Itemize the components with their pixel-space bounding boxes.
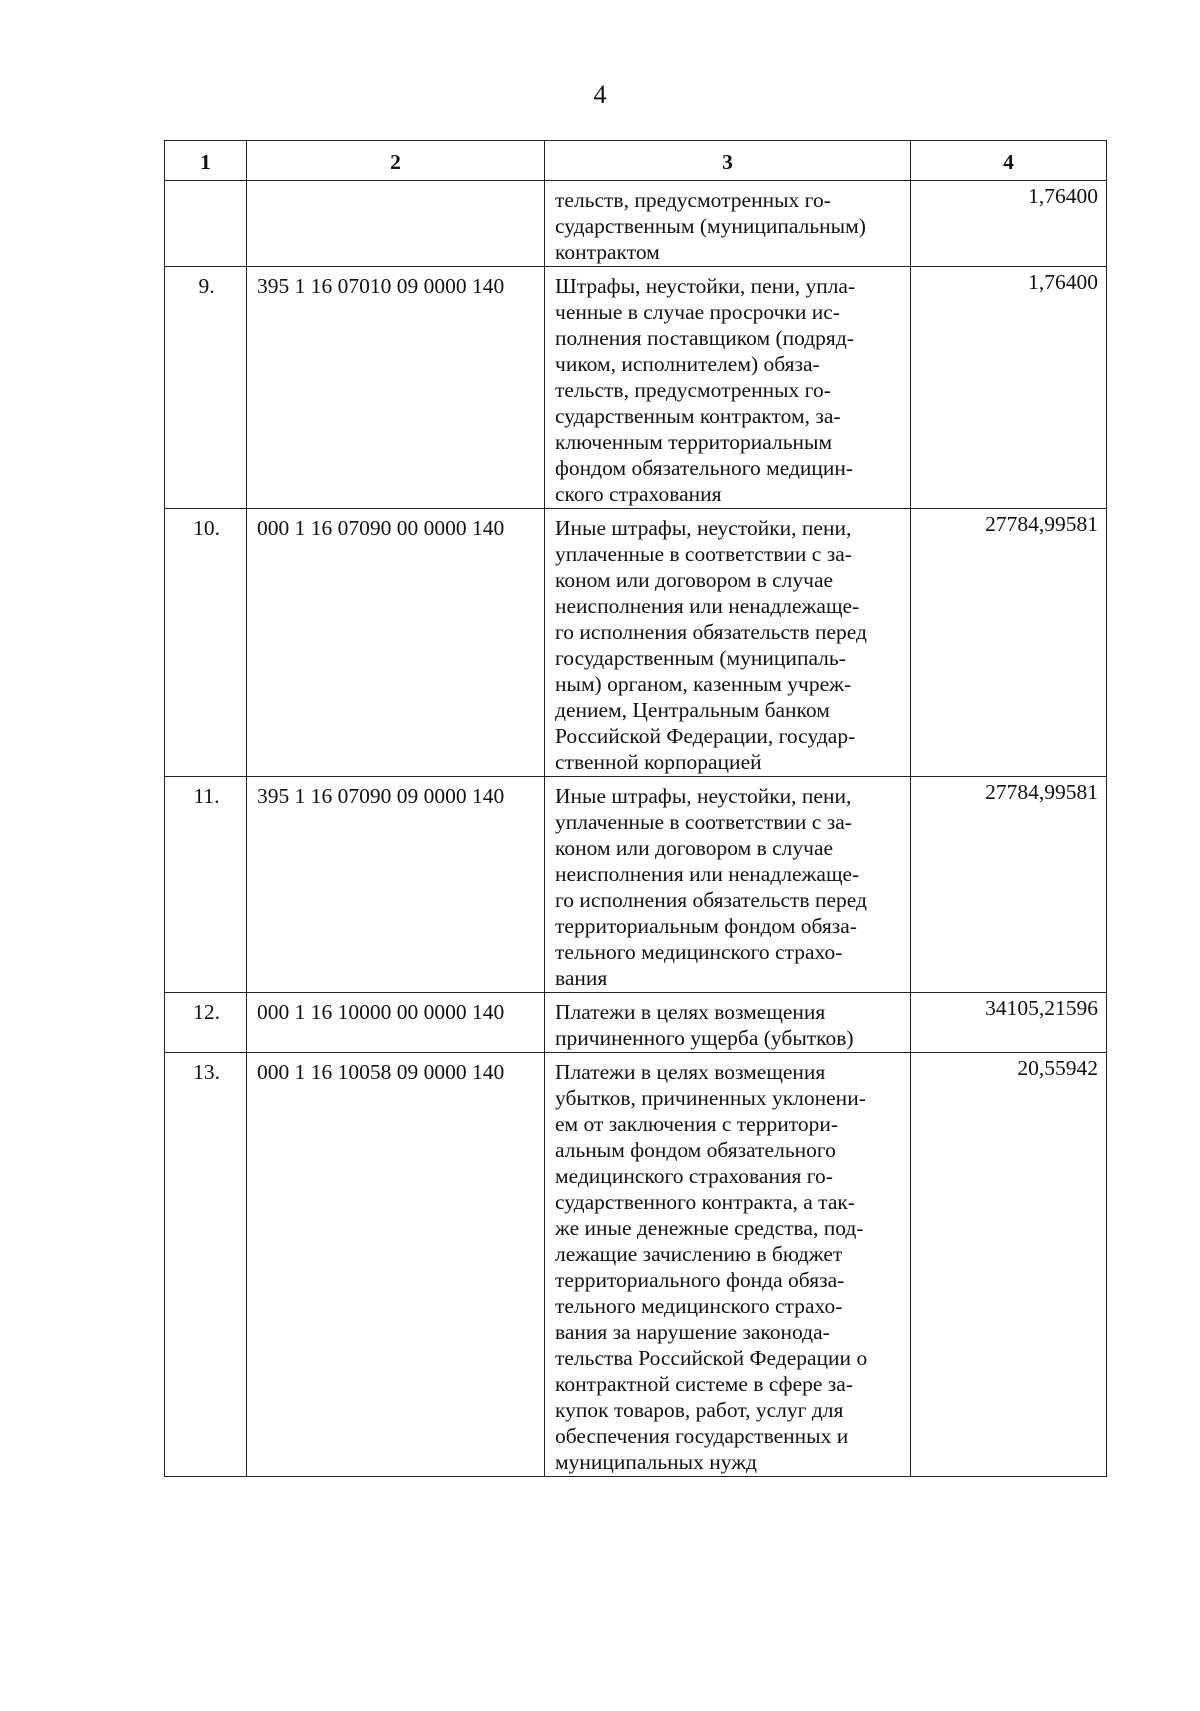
budget-classification-code	[247, 1053, 545, 1477]
revenue-name-line: медицинского страхования го-	[555, 1164, 833, 1188]
revenue-name-line: уплаченные в соответствии с за-	[555, 542, 852, 566]
revenue-name-line: тельств, предусмотренных го-	[555, 188, 831, 212]
table-row	[165, 181, 1107, 267]
revenue-name	[545, 181, 911, 267]
revenue-name-line: коном или договором в случае	[555, 568, 834, 592]
row-number-line: 13.	[193, 1060, 220, 1084]
budget-classification-code	[247, 777, 545, 993]
revenue-name-line: сударственным контрактом, за-	[555, 404, 841, 428]
revenue-name-line: тельства Российской Федерации о	[555, 1346, 868, 1370]
budget-classification-code	[247, 267, 545, 509]
revenue-name-line: коном или договором в случае	[555, 836, 834, 860]
header-col-4: 4	[911, 141, 1107, 181]
budget-classification-code	[247, 993, 545, 1053]
revenue-name-line: вания	[555, 966, 608, 990]
revenue-name-line: ственной корпорацией	[555, 750, 762, 774]
budget-classification-code-line: 395 1 16 07090 09 0000 140	[257, 784, 505, 808]
table-row	[165, 777, 1107, 993]
table-row	[165, 1053, 1107, 1477]
table-row	[165, 993, 1107, 1053]
revenue-name-line: Платежи в целях возмещения	[555, 1000, 826, 1024]
revenue-name-line: территориальным фондом обяза-	[555, 914, 857, 938]
budget-classification-code-line: 395 1 16 07010 09 0000 140	[257, 274, 505, 298]
revenue-name-line: фондом обязательного медицин-	[555, 456, 854, 480]
amount-value-line: 27784,99581	[985, 512, 1098, 536]
revenue-name-line: уплаченные в соответствии с за-	[555, 810, 852, 834]
revenue-name-line: ключенным территориальным	[555, 430, 833, 454]
revenue-name-line: Российской Федерации, государ-	[555, 724, 856, 748]
amount-value	[911, 267, 1107, 509]
revenue-name-line: же иные денежные средства, под-	[555, 1216, 864, 1240]
revenue-name-line: сударственного контракта, а так-	[555, 1190, 855, 1214]
amount-value	[911, 993, 1107, 1053]
row-number	[165, 509, 247, 777]
revenue-name-line: территориального фонда обяза-	[555, 1268, 845, 1292]
header-col-3: 3	[545, 141, 911, 181]
revenue-name-line: вания за нарушение законода-	[555, 1320, 830, 1344]
revenue-name-line: ем от заключения с территори-	[555, 1112, 838, 1136]
revenue-name-line: го исполнения обязательств перед	[555, 620, 867, 644]
revenue-name-line: муниципальных нужд	[555, 1450, 757, 1474]
revenue-name-line: Штрафы, неустойки, пени, упла-	[555, 274, 856, 298]
revenue-name	[545, 509, 911, 777]
table-row	[165, 509, 1107, 777]
revenue-name-line: обеспечения государственных и	[555, 1424, 849, 1448]
row-number	[165, 1053, 247, 1477]
amount-value-line: 1,76400	[1028, 270, 1098, 294]
revenue-name-line: Платежи в целях возмещения	[555, 1060, 826, 1084]
amount-value	[911, 1053, 1107, 1477]
revenue-name-line: купок товаров, работ, услуг для	[555, 1398, 844, 1422]
revenue-name-line: ского страхования	[555, 482, 722, 506]
revenue-name-line: неисполнения или ненадлежаще-	[555, 862, 860, 886]
row-number	[165, 181, 247, 267]
revenue-name-line: полнения поставщиком (подряд-	[555, 326, 854, 350]
revenue-name-line: Иные штрафы, неустойки, пени,	[555, 784, 852, 808]
table-body	[165, 181, 1107, 1477]
revenue-name	[545, 993, 911, 1053]
row-number	[165, 777, 247, 993]
revenue-name-line: лежащие зачислению в бюджет	[555, 1242, 843, 1266]
page-number: 4	[593, 80, 607, 109]
amount-value	[911, 509, 1107, 777]
revenue-name-line: убытков, причиненных уклонени-	[555, 1086, 866, 1110]
header-col-1: 1	[165, 141, 247, 181]
revenue-name-line: Иные штрафы, неустойки, пени,	[555, 516, 852, 540]
revenue-name-line: контрактной системе в сфере за-	[555, 1372, 853, 1396]
budget-classification-code	[247, 181, 545, 267]
revenue-name-line: ченные в случае просрочки ис-	[555, 300, 840, 324]
revenue-name-line: тельного медицинского страхо-	[555, 1294, 843, 1318]
budget-revenue-table	[164, 140, 1107, 1477]
amount-value-line: 1,76400	[1028, 184, 1098, 208]
row-number-line: 11.	[193, 784, 220, 808]
header-col-2: 2	[247, 141, 545, 181]
revenue-name-line: го исполнения обязательств перед	[555, 888, 867, 912]
row-number-line: 9.	[198, 274, 215, 298]
amount-value-line: 34105,21596	[985, 996, 1098, 1020]
revenue-name-line: тельного медицинского страхо-	[555, 940, 843, 964]
revenue-name-line: дением, Центральным банком	[555, 698, 830, 722]
revenue-name	[545, 777, 911, 993]
budget-classification-code	[247, 509, 545, 777]
table-header-row	[165, 141, 1107, 181]
amount-value-line: 20,55942	[1017, 1056, 1098, 1080]
budget-classification-code-line: 000 1 16 10058 09 0000 140	[257, 1060, 505, 1084]
budget-classification-code-line: 000 1 16 10000 00 0000 140	[257, 1000, 505, 1024]
budget-classification-code-line: 000 1 16 07090 00 0000 140	[257, 516, 505, 540]
amount-value	[911, 777, 1107, 993]
amount-value	[911, 181, 1107, 267]
revenue-name	[545, 1053, 911, 1477]
revenue-name-line: альным фондом обязательного	[555, 1138, 836, 1162]
amount-value-line: 27784,99581	[985, 780, 1098, 804]
revenue-name-line: контрактом	[555, 240, 660, 264]
revenue-name-line: неисполнения или ненадлежаще-	[555, 594, 860, 618]
revenue-name-line: государственным (муниципаль-	[555, 646, 846, 670]
row-number	[165, 993, 247, 1053]
revenue-name-line: сударственным (муниципальным)	[555, 214, 866, 238]
revenue-name-line: чиком, исполнителем) обяза-	[555, 352, 820, 376]
row-number-line: 10.	[193, 516, 220, 540]
row-number	[165, 267, 247, 509]
row-number-line: 12.	[193, 1000, 220, 1024]
revenue-name-line: ным) органом, казенным учреж-	[555, 672, 852, 696]
revenue-name	[545, 267, 911, 509]
revenue-name-line: причиненного ущерба (убытков)	[555, 1026, 854, 1050]
revenue-name-line: тельств, предусмотренных го-	[555, 378, 831, 402]
table-row	[165, 267, 1107, 509]
